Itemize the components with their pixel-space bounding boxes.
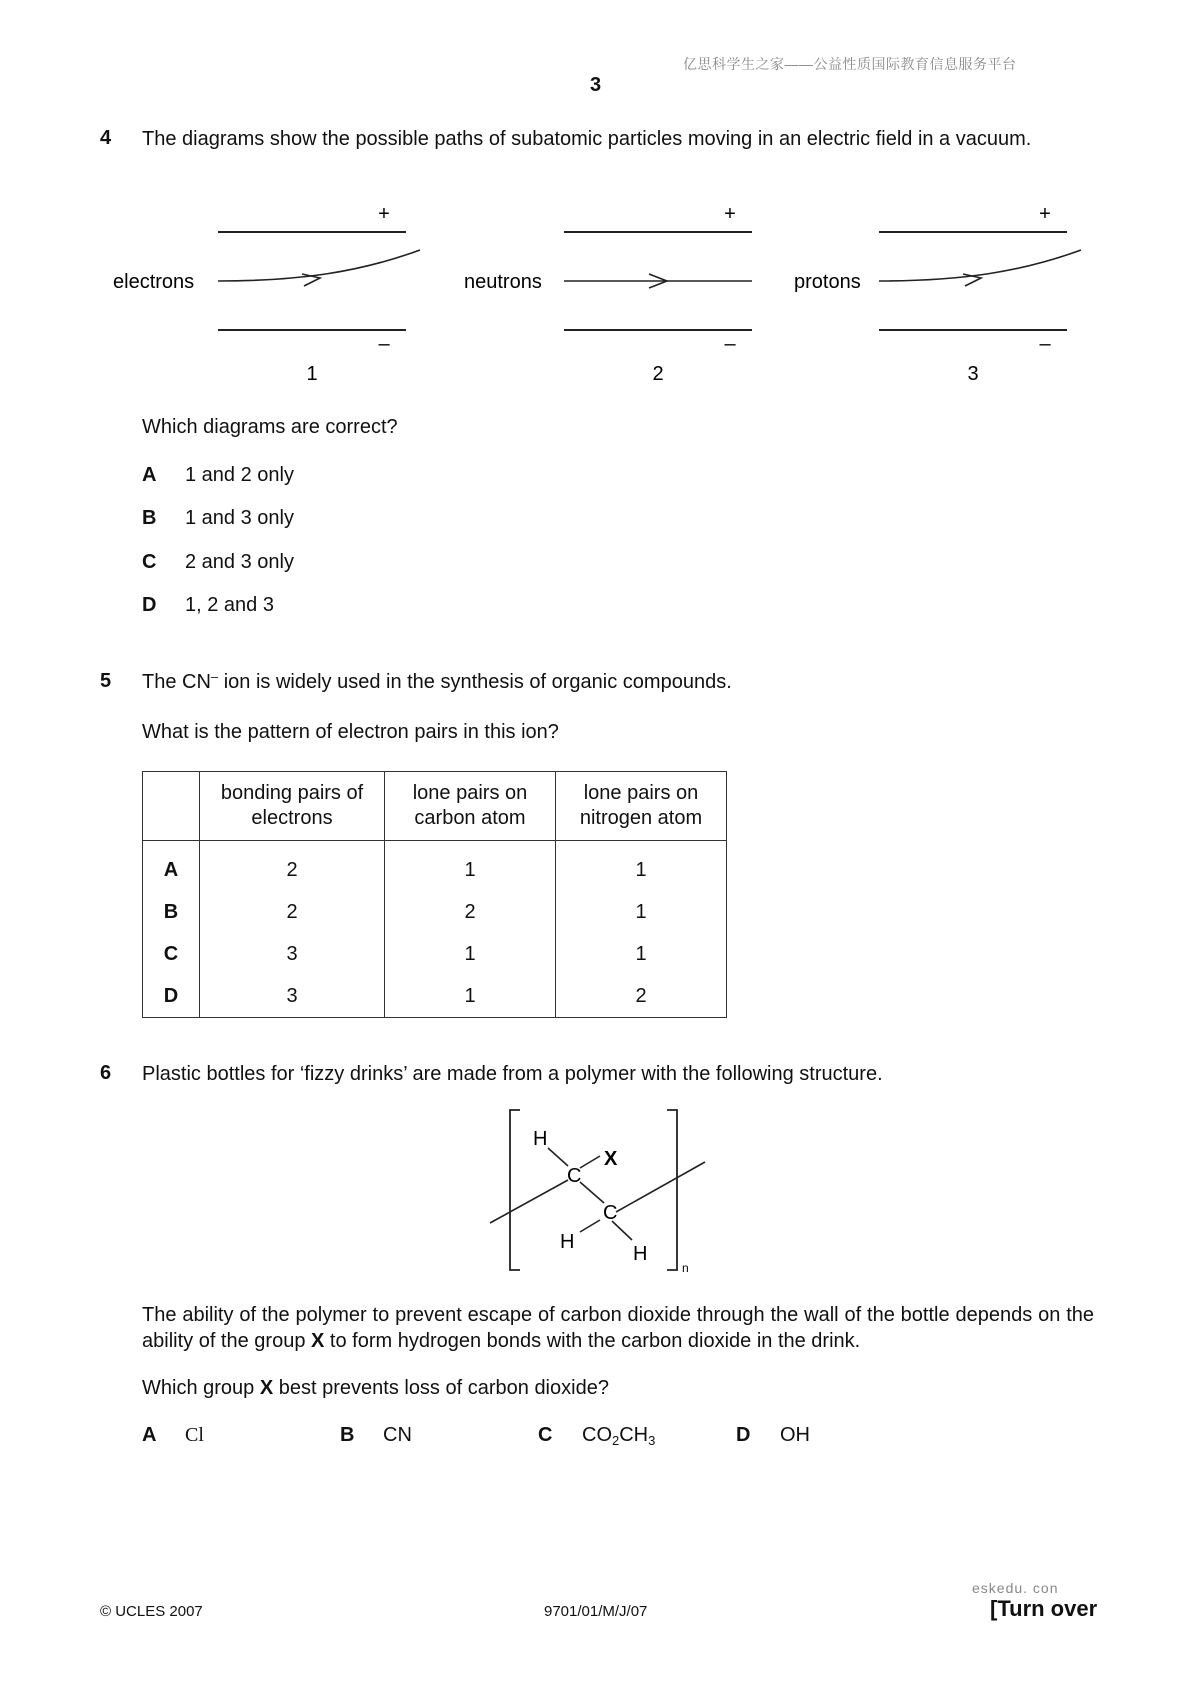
question-6-prompt: Which group X best prevents loss of carbon dioxide?: [142, 1377, 609, 1399]
question-4-prompt: Which diagrams are correct?: [142, 416, 398, 438]
atom-h: H: [560, 1231, 575, 1253]
option-text: OH: [780, 1424, 810, 1446]
row-letter: B: [143, 891, 200, 933]
electron-path: [218, 250, 420, 281]
table-header-cell: lone pairs on carbon atom: [385, 772, 556, 841]
question-6-stem: Plastic bottles for ‘fizzy drinks’ are made from a polymer with the following structure.: [142, 1063, 883, 1085]
option-letter: C: [142, 551, 157, 573]
diagram-3: [794, 203, 1081, 385]
plate-minus-label: –: [378, 333, 390, 355]
footer-watermark: eskedu. con: [972, 1580, 1059, 1596]
option-letter: C: [538, 1424, 553, 1446]
table-header-cell: [143, 772, 200, 841]
plate-minus-label: –: [724, 333, 736, 355]
electron-pairs-table: [142, 771, 727, 1018]
left-bracket: [510, 1110, 520, 1270]
right-bracket: [667, 1110, 677, 1270]
option-text: 1 and 2 only: [185, 464, 294, 486]
question-4-stem: The diagrams show the possible paths of subatomic particles moving in an electric field in a vacuum.: [142, 128, 1032, 150]
table-cell: 1: [385, 841, 556, 892]
table-cell: 1: [556, 891, 727, 933]
table-row: [143, 975, 727, 1018]
option-text: 1, 2 and 3: [185, 594, 274, 616]
table-cell: 2: [200, 891, 385, 933]
option-letter: B: [340, 1424, 355, 1446]
option-letter: B: [142, 507, 157, 529]
table-header-row: [143, 772, 727, 841]
plate-plus-label: +: [1039, 203, 1051, 225]
particle-label-protons: protons: [794, 271, 861, 293]
plate-plus-label: +: [378, 203, 390, 225]
option-text: 2 and 3 only: [185, 551, 294, 573]
table-cell: 3: [200, 975, 385, 1018]
particle-label-electrons: electrons: [113, 271, 195, 293]
option-letter: D: [142, 594, 157, 616]
option-text: $CO_2CH_3$: [582, 1424, 656, 1448]
row-letter: D: [143, 975, 200, 1018]
plate-plus-label: +: [724, 203, 736, 225]
table-row: [143, 841, 727, 892]
diagram-2: [464, 203, 752, 385]
page-number: 3: [590, 74, 602, 96]
table-row: [143, 891, 727, 933]
option-text: Cl: [185, 1424, 204, 1446]
polymer-structure: [480, 1100, 720, 1280]
question-6-number: 6: [100, 1062, 112, 1084]
header-watermark: 亿思科学生之家——公益性质国际教育信息服务平台: [683, 56, 1017, 72]
option-letter: D: [736, 1424, 751, 1446]
footer-turn-over: [Turn over: [990, 1596, 1098, 1621]
table-cell: 2: [200, 841, 385, 892]
plate-minus-label: –: [1039, 333, 1051, 355]
electric-field-diagrams: [0, 190, 1190, 390]
option-letter: A: [142, 1424, 157, 1446]
repeat-unit-n: n: [682, 1261, 689, 1275]
table-cell: 1: [556, 841, 727, 892]
table-row: [143, 933, 727, 975]
question-6-paragraph: The ability of the polymer to prevent escape of carbon dioxide through the wall of the bottle depends on the ability of the group X to form hydrogen bonds with the carbon dioxide in the drink.: [142, 1304, 1094, 1352]
table-cell: 1: [385, 975, 556, 1018]
diagram-1: [113, 203, 420, 385]
option-text: 1 and 3 only: [185, 507, 294, 529]
question-5-stem: The CN– ion is widely used in the synthesis of organic compounds.: [142, 669, 732, 693]
footer-copyright: © UCLES 2007: [100, 1603, 203, 1620]
table-cell: 1: [556, 933, 727, 975]
atom-c: C: [603, 1202, 618, 1224]
footer-paper-code: 9701/01/M/J/07: [544, 1603, 648, 1620]
row-letter: C: [143, 933, 200, 975]
diagram-label-2: 2: [652, 363, 664, 385]
option-letter: A: [142, 464, 157, 486]
diagram-label-3: 3: [967, 363, 979, 385]
question-4-number: 4: [100, 127, 112, 149]
option-text: CN: [383, 1424, 412, 1446]
particle-label-neutrons: neutrons: [464, 271, 542, 293]
table-header-cell: bonding pairs of electrons: [200, 772, 385, 841]
diagram-label-1: 1: [306, 363, 318, 385]
table-cell: 3: [200, 933, 385, 975]
table-cell: 2: [556, 975, 727, 1018]
atom-h: H: [633, 1243, 648, 1265]
table-cell: 2: [385, 891, 556, 933]
atom-c: C: [567, 1165, 582, 1187]
table-header-cell: lone pairs on nitrogen atom: [556, 772, 727, 841]
row-letter: A: [143, 841, 200, 892]
question-5-number: 5: [100, 670, 112, 692]
question-5-prompt: What is the pattern of electron pairs in this ion?: [142, 721, 559, 743]
group-x: X: [604, 1148, 618, 1170]
atom-h: H: [533, 1128, 548, 1150]
proton-path: [879, 250, 1081, 281]
table-cell: 1: [385, 933, 556, 975]
